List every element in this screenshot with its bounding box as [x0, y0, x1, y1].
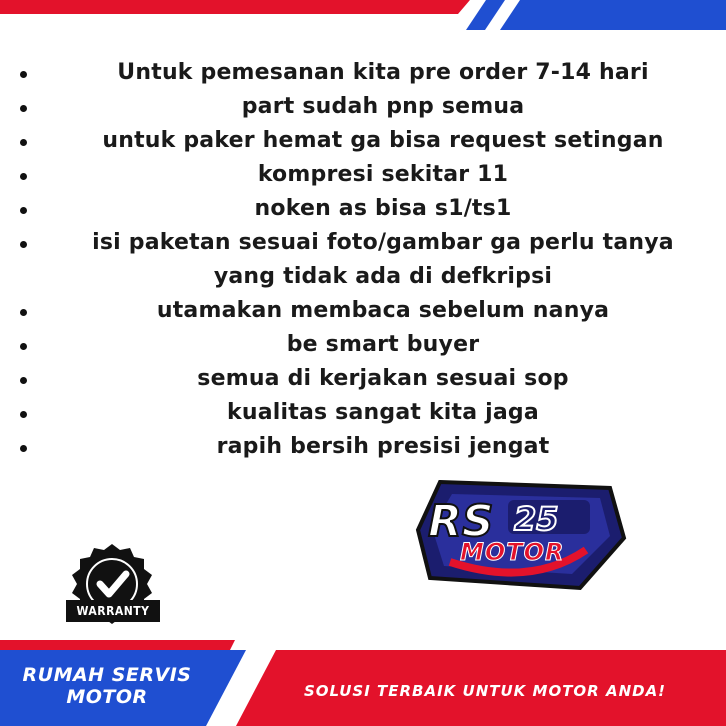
item-text: isi paketan sesuai foto/gambar ga perlu tanya: [92, 230, 674, 255]
bullet-icon: [20, 309, 27, 316]
item-text: Untuk pemesanan kita pre order 7-14 hari: [117, 60, 649, 85]
bullet-icon: [20, 411, 27, 418]
item-text: utamakan membaca sebelum nanya: [156, 298, 610, 323]
logo-number-text: 25: [514, 500, 559, 538]
list-item: [0, 192, 726, 226]
item-text-continued: yang tidak ada di defkripsi: [213, 264, 553, 289]
item-text: kompresi sekitar 11: [257, 162, 509, 187]
bullet-icon: [20, 207, 27, 214]
logo-rs-text: RS: [428, 496, 494, 547]
list-item: [0, 226, 726, 294]
bullet-icon: [20, 241, 27, 248]
footer-tagline: SOLUSI TERBAIK UNTUK MOTOR ANDA!: [303, 682, 667, 700]
list-item: [0, 430, 726, 464]
item-text: kualitas sangat kita jaga: [227, 400, 539, 425]
bullet-icon: [20, 445, 27, 452]
rs25-motor-logo: [410, 470, 630, 600]
warranty-label: WARRANTY: [66, 600, 160, 622]
list-item: [0, 90, 726, 124]
item-text: untuk paker hemat ga bisa request setingan: [102, 128, 664, 153]
footer-brand: [12, 664, 202, 708]
list-item: [0, 362, 726, 396]
item-text: semua di kerjakan sesuai sop: [197, 366, 569, 391]
list-item: [0, 396, 726, 430]
bullet-icon: [20, 173, 27, 180]
bullet-icon: [20, 139, 27, 146]
footer-brand-line2: MOTOR: [66, 686, 148, 708]
list-item: [0, 294, 726, 328]
top-decorative-band: [0, 0, 726, 30]
logo-motor-text: MOTOR: [460, 538, 565, 566]
list-item: [0, 328, 726, 362]
item-text: rapih bersih presisi jengat: [216, 434, 550, 459]
list-item: [0, 56, 726, 90]
list-item: [0, 124, 726, 158]
bullet-icon: [20, 343, 27, 350]
item-text: part sudah pnp semua: [241, 94, 525, 119]
footer-brand-line1: RUMAH SERVIS: [22, 664, 192, 686]
item-text: be smart buyer: [286, 332, 480, 357]
item-text: noken as bisa s1/ts1: [254, 196, 512, 221]
bullet-icon: [20, 71, 27, 78]
bullet-icon: [20, 377, 27, 384]
list-item: [0, 158, 726, 192]
info-bullet-list: [0, 56, 726, 464]
bullet-icon: [20, 105, 27, 112]
